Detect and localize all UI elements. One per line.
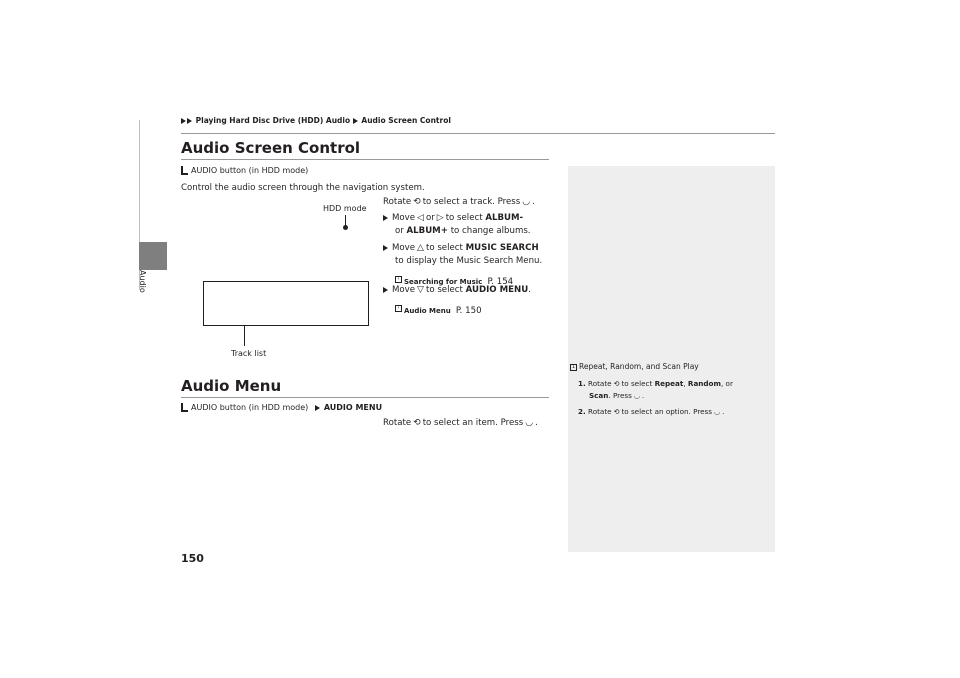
audio-screen-illustration	[203, 281, 369, 326]
hdd-mode-label: HDD mode	[323, 204, 367, 213]
enter-button-icon: ◡	[714, 408, 721, 416]
side-note-item-1-line2: Scan. Press ◡ .	[589, 391, 645, 400]
breadcrumb-item[interactable]: Audio Screen Control	[361, 116, 451, 125]
home-icon	[181, 166, 188, 175]
selector-knob-icon: ⟲	[413, 418, 421, 428]
breadcrumb-arrow-icon	[187, 118, 192, 124]
move-right-icon: ▷	[436, 213, 444, 223]
breadcrumb-arrow-icon	[181, 118, 186, 124]
section-rule	[181, 159, 549, 160]
home-icon	[181, 403, 188, 412]
step-move-album-line2: or ALBUM+ to change albums.	[395, 226, 531, 236]
selector-knob-icon: ⟲	[613, 408, 620, 416]
section-tab-marker	[139, 242, 167, 270]
move-left-icon: ◁	[417, 213, 424, 223]
track-list-label: Track list	[231, 349, 267, 358]
enter-button-icon: ◡	[525, 418, 534, 428]
note-icon: 1	[571, 363, 576, 370]
step-arrow-icon	[383, 215, 388, 221]
move-down-icon: ▽	[417, 285, 424, 295]
xref-searching-for-music[interactable]: › Searching for Music P. 154	[395, 269, 513, 288]
move-up-icon: △	[417, 243, 424, 253]
breadcrumb-arrow-icon	[353, 118, 358, 124]
step-arrow-icon	[383, 287, 388, 293]
nav-path	[181, 166, 308, 175]
step-rotate-track: Rotate ⟲ to select a track. Press ◡ .	[383, 197, 535, 207]
step-rotate-item: Rotate ⟲ to select an item. Press ◡ .	[383, 418, 538, 428]
side-note-box	[568, 166, 775, 552]
nav-arrow-icon	[315, 405, 320, 411]
nav-path: AUDIO button (in HDD mode) AUDIO MENU	[181, 403, 382, 412]
step-move-music-search-line2: to display the Music Search Menu.	[395, 256, 543, 266]
selector-knob-icon: ⟲	[413, 197, 421, 207]
header-rule	[181, 133, 775, 134]
step-arrow-icon	[383, 245, 388, 251]
selector-knob-icon: ⟲	[613, 380, 620, 388]
callout-line	[244, 325, 245, 346]
xref-audio-menu[interactable]: › Audio Menu P. 150	[395, 298, 482, 317]
side-note-item-1: 1. Rotate ⟲ to select Repeat, Random, or	[578, 379, 733, 388]
enter-button-icon: ◡	[633, 392, 641, 400]
side-note-item-2: 2. Rotate ⟲ to select an option. Press ◡ .	[578, 407, 725, 416]
breadcrumb	[181, 116, 451, 125]
nav-path-text: AUDIO button (in HDD mode)	[191, 166, 309, 175]
page-number: 150	[181, 552, 204, 565]
side-tab-label: Audio	[138, 270, 147, 293]
side-note-title: 1 Repeat, Random, and Scan Play	[571, 362, 699, 371]
breadcrumb-item[interactable]: Playing Hard Disc Drive (HDD) Audio	[195, 116, 351, 125]
step-move-audio-menu: Move ▽ to select AUDIO MENU.	[383, 285, 531, 295]
section-title: Audio Menu	[181, 377, 282, 395]
intro-text: Control the audio screen through the navigation system.	[181, 183, 425, 193]
enter-button-icon: ◡	[522, 197, 531, 207]
step-move-music-search: Move △ to select MUSIC SEARCH	[383, 243, 539, 253]
step-move-album: Move ◁ or ▷ to select ALBUM-	[383, 213, 523, 223]
section-title: Audio Screen Control	[181, 139, 361, 157]
page-ref-icon: ›	[395, 305, 402, 312]
section-rule	[181, 397, 549, 398]
page-ref-icon: ›	[395, 276, 402, 283]
callout-dot	[343, 225, 348, 230]
